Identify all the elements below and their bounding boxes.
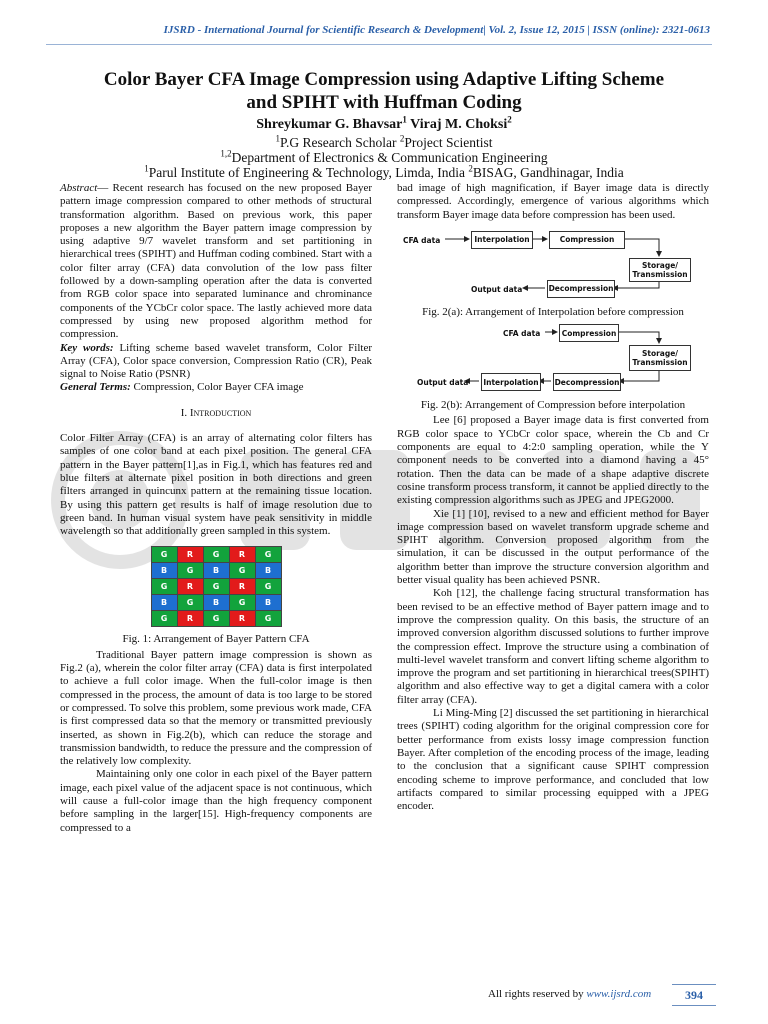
fig2b-caption: Fig. 2(b): Arrangement of Compression before interpolation (420, 399, 686, 412)
paragraph-koh: Koh [12], the challenge facing structural transformation has been revised to be an effective method of Bayer pattern image and to improve the compression quality. On this basis, the structure of an improved conversion algorithm discussed solutions to further improve the compression effect. Improve the structure using a combination of multi-level wavelet transform and convert lifting scheme algorithm to improve the program and set partitioning in hierarchical trees(SPIHT) algorithm and also effective way to get a digital camera with a color filter array (CFA). (397, 587, 709, 706)
bayer-cell: G (229, 595, 255, 611)
fig2a-diagram (397, 228, 709, 298)
general-terms-text: Compression, Color Bayer CFA image (130, 381, 304, 394)
title-line-2: and SPIHT with Huffman Coding (246, 92, 522, 113)
fig2b-compression-box: Compression (559, 324, 619, 342)
page-number: 394 (672, 984, 716, 1006)
role-1: P.G Research Scholar (279, 135, 400, 150)
fig2a-storage-line2: Transmission (632, 269, 688, 279)
bayer-cell: G (203, 611, 229, 627)
department-name: Department of Electronics & Communication Engineering (231, 150, 548, 165)
fig2a-interpolation-box: Interpolation (471, 231, 533, 249)
bayer-cell: R (177, 547, 203, 563)
section-number: I. (180, 406, 188, 419)
keywords-text: Lifting scheme based wavelet transform, Color Filter Array (CFA), Color space conversion, Compression Ratio (CR), Peak signal to Noise Ratio (PSNR) (60, 341, 372, 381)
institute-2-sup: 2 (468, 163, 473, 174)
fig2b-decompression-box: Decompression (553, 373, 621, 391)
fig2a-compression-box: Compression (549, 231, 625, 249)
author-1: Shreykumar G. Bhavsar (256, 117, 403, 132)
fig2a-storage-line1: Storage/ (641, 260, 679, 270)
title-line-1: Color Bayer CFA Image Compression using Adaptive Lifting Scheme (103, 69, 665, 90)
paper-title (40, 68, 728, 114)
bayer-row (151, 611, 281, 627)
bayer-row (151, 547, 281, 563)
intro-paragraph-2: Traditional Bayer pattern image compression is shown as Fig.2 (a), wherein the color filter array (CFA) data is first interpolated to achieve a full color image. When the full-color image is then compressed in the process, the amount of data is too large to be stored or compressed. To solve this problem, some previous work made, CFA is first compressed data so that the memory or transmitted previously inserted, as shown in Fig.2(b), which can reduce the storage and transmission bandwidth, to reduce the pressure and the compression of the relatively low complexity. (60, 648, 372, 768)
institute-1-sup: 1 (144, 163, 149, 174)
fig2b-diagram (397, 323, 709, 391)
bayer-row (151, 579, 281, 595)
keywords-label: Key words: (60, 341, 114, 354)
footer-rights-text: All rights reserved by (488, 988, 587, 1000)
footer-site-link[interactable]: www.ijsrd.com (586, 988, 652, 1000)
bayer-cell: R (177, 579, 203, 595)
section-heading-introduction (60, 407, 372, 420)
fig2a-output-label: Output data (471, 284, 523, 294)
fig2b-output-label: Output data (417, 378, 469, 388)
general-terms-label: General Terms: (60, 381, 131, 394)
bayer-cell: G (203, 579, 229, 595)
bayer-cell: G (177, 563, 203, 579)
bayer-cell: R (229, 611, 255, 627)
fig2a-caption: Fig. 2(a): Arrangement of Interpolation before compression (422, 305, 684, 318)
paragraph-lee: Lee [6] proposed a Bayer image data is first converted from RGB color space to YCbCr color space, wherein the Cb and Cr components are equal to 4:2:0 sampling operation, while the Y component needs to be converted into a diamond having a 45° rotation. Then the data can be made of a shape adaptive discrete cosine transform process transform, it cannot be applied directly to the existing compression algorithms such as JPEG and JPEG2000. (397, 414, 709, 507)
bayer-cell: G (255, 611, 281, 627)
fig2b-interpolation-box: Interpolation (481, 373, 541, 391)
bayer-cell: R (229, 579, 255, 595)
bayer-cell: G (151, 547, 177, 563)
bayer-row (151, 563, 281, 579)
fig2b-storage-line1: Storage/ (641, 349, 679, 359)
author-roles (40, 135, 728, 151)
bayer-cell: G (177, 595, 203, 611)
fig2a-input-label: CFA data (403, 235, 441, 245)
bayer-cell: G (255, 579, 281, 595)
keywords (60, 342, 372, 382)
abstract-label: Abstract (60, 182, 98, 194)
intro-paragraph-3: Maintaining only one color in each pixel of the Bayer pattern image, each pixel value of the adjacent space is not continuous, which will cause a full-color image than the high frequency component before sampling in the larger[15]. High-frequency components are compressed to a (60, 768, 372, 834)
bayer-cell: G (229, 563, 255, 579)
role-2: Project Scientist (404, 135, 493, 150)
bayer-cell: B (203, 595, 229, 611)
header-divider (46, 44, 712, 45)
bayer-cell: B (255, 595, 281, 611)
author-2-sup: 2 (507, 114, 512, 125)
intro-paragraph-1: Color Filter Array (CFA) is an array of alternating color filters has samples of one color band at each pixel position. The general CFA pattern in the Bayer pattern[1],as in Fig.1, which has features red and blue filters at alternate pixel position in both directions and green filters arranged in quincunx pattern at the remaining tissue location. By using this pattern get results is half of image resolution due to green band. In human visual system have peak sensitivity in middle wavelength so that additionally green sampled in this system. (60, 432, 372, 538)
left-column (60, 182, 372, 835)
fig1-caption: Fig. 1: Arrangement of Bayer Pattern CFA (122, 633, 310, 646)
author-2: Viraj M. Choksi (410, 117, 508, 132)
fig2a-decompression-box: Decompression (547, 280, 615, 298)
paragraph-xie: Xie [1] [10], revised to a new and efficient method for Bayer image compression based on wavelet transform upgrade scheme and SPIHT algorithm. Conversion proposed algorithm from the simulation, it can be discussed in the output performance of the algorithm better than improve the structure conversion algorithm and better visual quality has been achieved PSNR. (397, 507, 709, 587)
bayer-cell: G (203, 547, 229, 563)
institute-1: Parul Institute of Engineering & Technology, Limda, India (148, 165, 469, 180)
role-2-sup: 2 (399, 133, 405, 144)
author-1-sup: 1 (402, 114, 407, 125)
institutions (40, 165, 728, 181)
bayer-cell: R (229, 547, 255, 563)
bayer-cell: G (151, 579, 177, 595)
institute-2: BISAG, Gandhinagar, India (472, 165, 624, 180)
fig2b-storage-box (629, 345, 691, 371)
fig2b-input-label: CFA data (503, 329, 541, 339)
general-terms (60, 381, 372, 394)
bayer-cell: R (177, 611, 203, 627)
abstract-text: — Recent research has focused on the new proposed Bayer pattern image compression compared to other methods of structural transformation algorithm. Based on previous work, this paper proposes a new algorithm the Bayer pattern image compression by using adaptive 9/7 wavelet transform and set partitioning in hierarchical trees (SPIHT) and Huffman coding combined. Start with a color filter array (CFA) data convolution of the low pass filter followed by a down-sampling operation after the data is converted from RGB color space into separated luminance and chrominance components of the YCbCr color space. The lastly achieved more data compressed by using new proposed algorithm method for compression. (60, 182, 372, 341)
section-title: Introduction (189, 406, 252, 419)
continued-paragraph: bad image of high magnification, if Bayer image data is directly compressed. Accordingly, emergence of various algorithms which transform Bayer image data before compression has been used. (397, 182, 709, 221)
department-sup: 1,2 (220, 148, 232, 159)
fig2a-storage-box (629, 258, 691, 282)
footer-rights (488, 988, 651, 1000)
bayer-cell: B (255, 563, 281, 579)
bayer-cell: B (151, 595, 177, 611)
paragraph-li: Li Ming-Ming [2] discussed the set partitioning in hierarchical trees (SPIHT) coding algorithm for the original compression core for better performance from exists lossy image compression function Bayer. After completion of the encoding process of the image, leading to the conclusion that a significant cause SPIHT compression encoding scheme to improve performance, and concluded that low artifacts compared to similar processing equipped with a JPEG encoder. (397, 707, 709, 813)
journal-header: IJSRD - International Journal for Scientific Research & Development| Vol. 2, Issue 12, 2015 | ISSN (online): 2321-0613 (163, 24, 710, 36)
bayer-grid (151, 546, 282, 627)
bayer-cell: B (151, 563, 177, 579)
bayer-cell: G (255, 547, 281, 563)
department (40, 150, 728, 166)
role-1-sup: 1 (275, 133, 280, 144)
author-list (40, 116, 728, 133)
fig2b-storage-line2: Transmission (632, 358, 688, 368)
right-column (397, 182, 709, 813)
bayer-cell: G (151, 611, 177, 627)
bayer-cell: B (203, 563, 229, 579)
bayer-row (151, 595, 281, 611)
bayer-pattern-figure (60, 546, 372, 627)
abstract (60, 182, 372, 342)
